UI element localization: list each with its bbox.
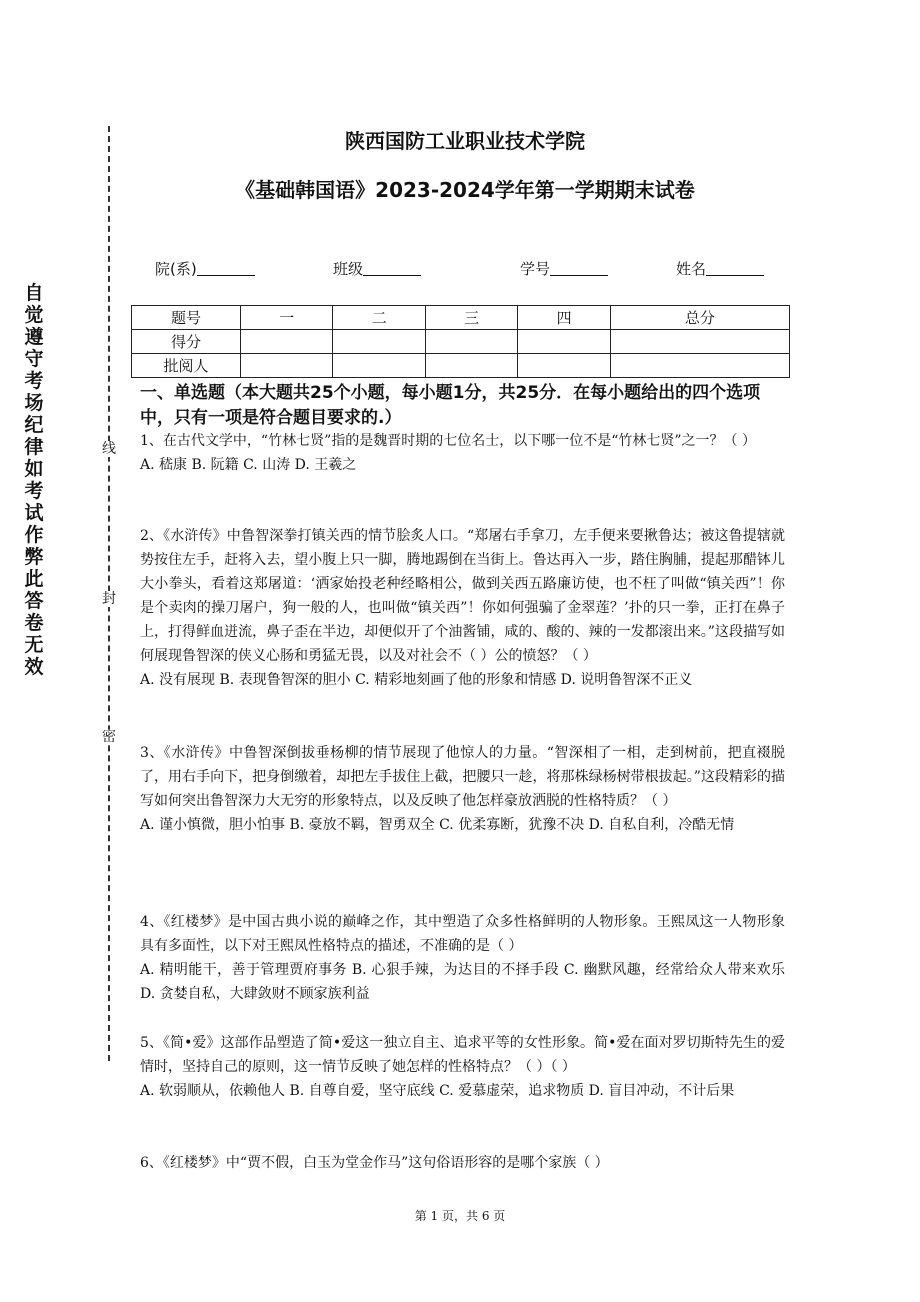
grader-row-label: 批阅人 xyxy=(132,354,241,378)
school-name: 陕西国防工业职业技术学院 xyxy=(345,129,585,153)
grader-row xyxy=(132,354,790,378)
class-field xyxy=(333,258,421,279)
dept-label: 院(系) xyxy=(155,260,197,278)
question-options: A. 没有展现 B. 表现鲁智深的胆小 C. 精彩地刻画了他的形象和情感 D. 说明鲁智深不正义 xyxy=(140,672,693,688)
score-row xyxy=(132,330,790,354)
score-cell xyxy=(425,330,517,354)
score-cell xyxy=(518,330,610,354)
question-stem: 6、《红楼梦》中“贾不假，白玉为堂金作马”这句俗语形容的是哪个家族（ ） xyxy=(140,1155,609,1171)
score-table-header: 二 xyxy=(333,306,425,330)
cut-label-secret: 密 xyxy=(102,729,116,745)
name-field xyxy=(676,258,764,279)
score-table-header: 总分 xyxy=(610,306,789,330)
name-blank[interactable] xyxy=(706,261,764,276)
class-blank[interactable] xyxy=(363,261,421,276)
score-row-label: 得分 xyxy=(132,330,241,354)
score-table-header: 一 xyxy=(241,306,333,330)
grader-cell xyxy=(610,354,789,378)
grader-cell xyxy=(518,354,610,378)
section-heading: 一、单选题（本大题共25个小题，每小题1分，共25分．在每小题给出的四个选项中，只有一项是符合题目要求的.） xyxy=(140,383,761,428)
page-footer: 第 1 页，共 6 页 xyxy=(414,1209,506,1223)
question-stem: 4、《红楼梦》是中国古典小说的巅峰之作，其中塑造了众多性格鲜明的人物形象。王熙凤这一人物形象具有多面性，以下对王熙凤性格特点的描述，不准确的是（ ） xyxy=(140,914,785,954)
question-6 xyxy=(140,1151,785,1175)
score-cell xyxy=(610,330,789,354)
score-table xyxy=(131,305,790,378)
score-table-header-row xyxy=(132,306,790,330)
name-label: 姓名 xyxy=(676,260,707,278)
question-stem: 5、《简•爱》这部作品塑造了简•爱这一独立自主、追求平等的女性形象。简•爱在面对罗切斯特先生的爱情时，坚持自己的原则，这一情节反映了她怎样的性格特点？（ ）（ ） xyxy=(140,1035,785,1075)
score-cell xyxy=(333,330,425,354)
question-options: A. 精明能干，善于管理贾府事务 B. 心狠手辣，为达目的不择手段 C. 幽默风趣，经常给众人带来欢乐 D. 贪婪自私，大肆敛财不顾家族利益 xyxy=(140,962,785,1002)
question-options: A. 软弱顺从，依赖他人 B. 自尊自爱，坚守底线 C. 爱慕虚荣，追求物质 D. 盲目冲动，不计后果 xyxy=(140,1083,735,1099)
score-cell xyxy=(241,330,333,354)
grader-cell xyxy=(425,354,517,378)
score-table-header: 三 xyxy=(425,306,517,330)
question-3 xyxy=(140,741,785,837)
cut-label-line: 线 xyxy=(102,441,116,457)
grader-cell xyxy=(241,354,333,378)
score-table-header: 四 xyxy=(518,306,610,330)
student-id-label: 学号 xyxy=(520,260,551,278)
question-5 xyxy=(140,1031,785,1103)
question-options: A. 嵇康 B. 阮籍 C. 山涛 D. 王羲之 xyxy=(140,457,357,473)
dept-field xyxy=(155,258,255,279)
score-table-header: 题号 xyxy=(132,306,241,330)
question-stem: 3、《水浒传》中鲁智深倒拔垂杨柳的情节展现了他惊人的力量。“智深相了一相，走到树前，把直裰脱了，用右手向下，把身倒缴着，却把左手拔住上截，把腰只一趁，将那株绿杨树带根拔起。”这段精彩的描写如何突出鲁智深力大无穷的形象特点，以及反映了他怎样豪放洒脱的性格特质？（ ） xyxy=(140,745,785,809)
question-1 xyxy=(140,429,785,477)
question-stem: 2、《水浒传》中鲁智深拳打镇关西的情节脍炙人口。“郑屠右手拿刀，左手便来要揪鲁达；被这鲁提辖就势按住左手，赶将入去，望小腹上只一脚，腾地踢倒在当街上。鲁达再入一步，踏住胸脯，提起那醋钵儿大小拳头，看着这郑屠道：‘洒家始投老种经略相公，做到关西五路廉访使，也不枉了叫做“镇关西”！你是个卖肉的操刀屠户，狗一般的人，也叫做“镇关西”！你如何强骗了金翠莲？’扑的只一拳，正打在鼻子上，打得鲜血迸流，鼻子歪在半边，却便似开了个油酱铺，咸的、酸的、辣的一发都滚出来。”这段描写如何展现鲁智深的侠义心肠和勇猛无畏，以及对社会不（ ）公的愤怒？（ ） xyxy=(140,528,785,664)
question-stem: 1、在古代文学中，“竹林七贤”指的是魏晋时期的七位名士，以下哪一位不是“竹林七贤”之一？（ ） xyxy=(140,433,756,449)
dept-blank[interactable] xyxy=(197,261,255,276)
question-2 xyxy=(140,524,785,692)
cut-label-seal: 封 xyxy=(102,591,116,607)
class-label: 班级 xyxy=(333,260,364,278)
discipline-note: 自觉遵守考场纪律如考试作弊此答卷无效 xyxy=(24,282,44,678)
question-4 xyxy=(140,910,785,1006)
student-id-blank[interactable] xyxy=(550,261,608,276)
exam-title: 《基础韩国语》2023-2024学年第一学期期末试卷 xyxy=(235,178,695,202)
question-options: A. 谨小慎微，胆小怕事 B. 豪放不羁，智勇双全 C. 优柔寡断，犹豫不决 D. 自私自利，冷酷无情 xyxy=(140,817,735,833)
grader-cell xyxy=(333,354,425,378)
student-id-field xyxy=(520,258,608,279)
